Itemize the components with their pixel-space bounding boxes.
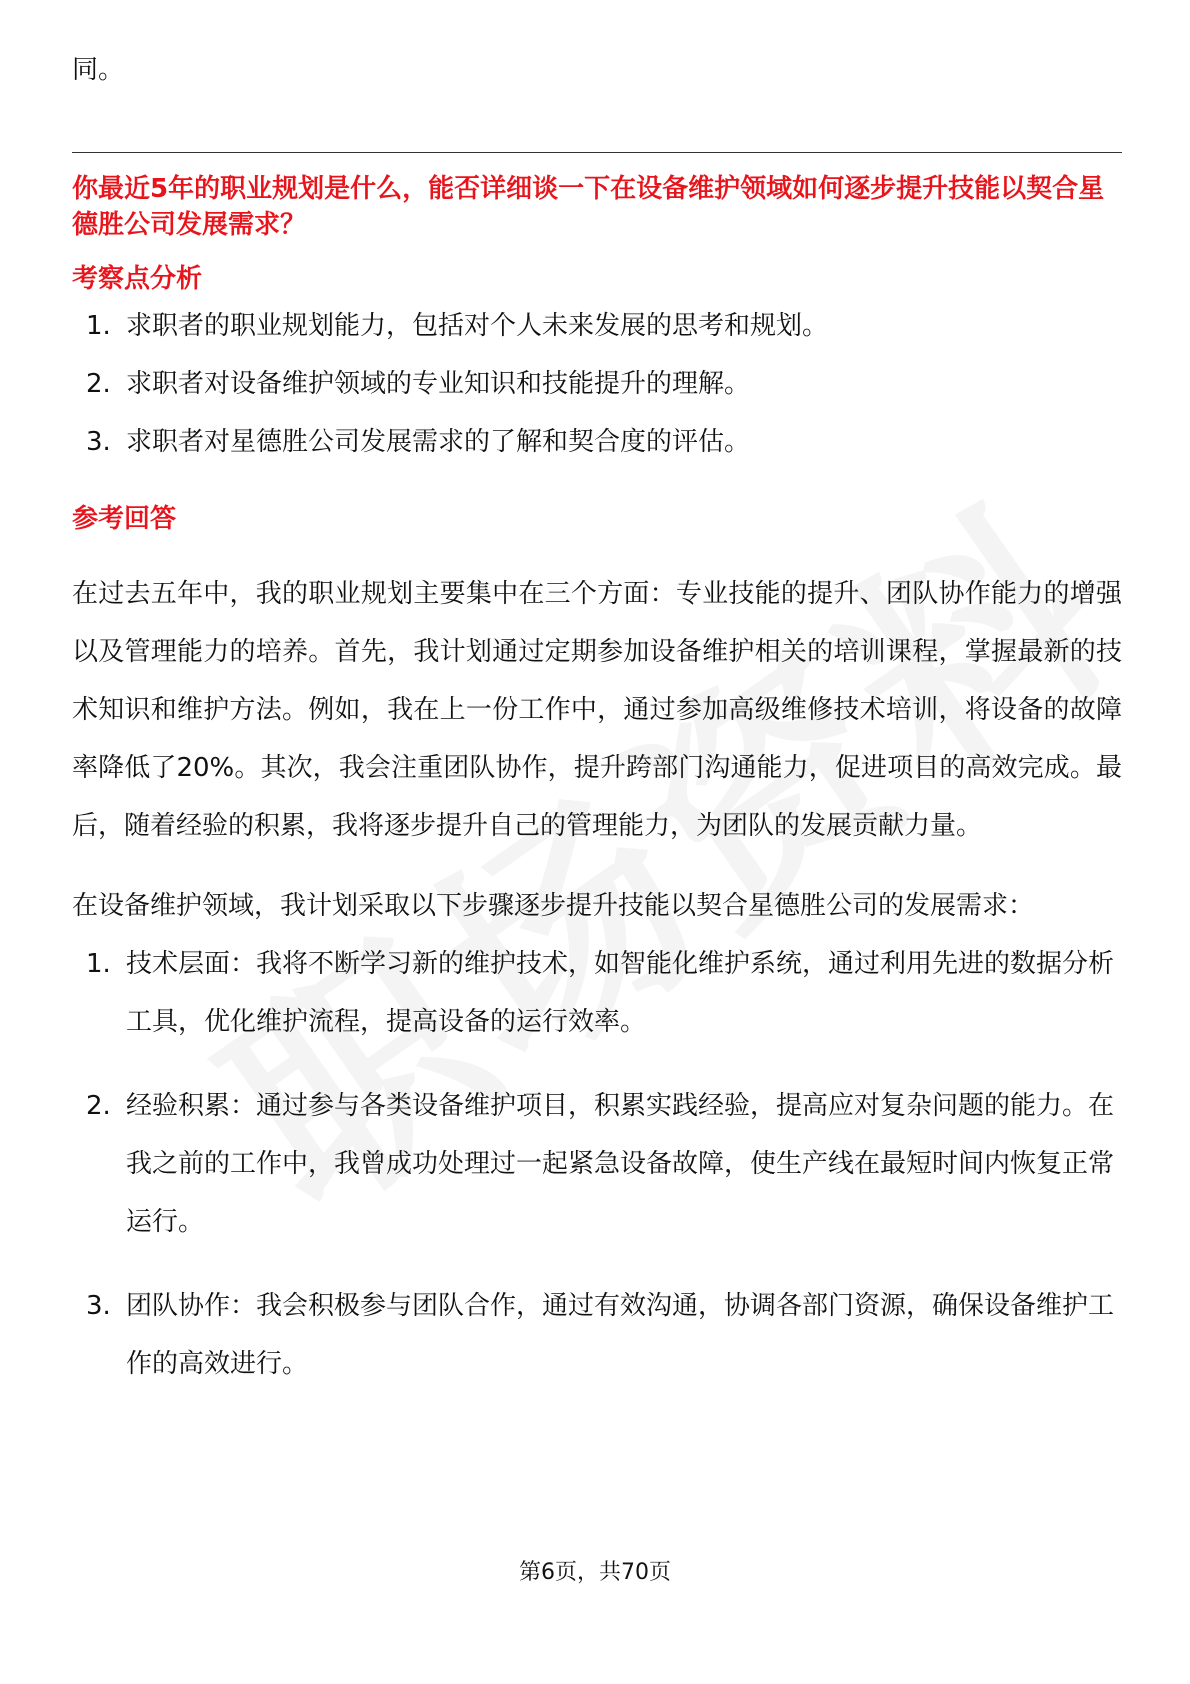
analysis-list (72, 297, 1122, 471)
list-item-text: 求职者的职业规划能力，包括对个人未来发展的思考和规划。 (126, 311, 829, 341)
list-item-number: 1. (86, 311, 111, 341)
list-item-number: 3. (86, 1291, 111, 1321)
answer-paragraph: 在过去五年中，我的职业规划主要集中在三个方面：专业技能的提升、团队协作能力的增强以及管理能力的培养。首先，我计划通过定期参加设备维护相关的培训课程，掌握最新的技术知识和维护方法。例如，我在上一份工作中，通过参加高级维修技术培训，将设备的故障率降低了20%。其次，我会注重团队协作，提升跨部门沟通能力，促进项目的高效完成。最后，随着经验的积累，我将逐步提升自己的管理能力，为团队的发展贡献力量。 (72, 579, 1122, 841)
analysis-title: 考察点分析 (72, 264, 203, 294)
list-item-number: 2. (86, 1091, 111, 1121)
list-item-text: 求职者对设备维护领域的专业知识和技能提升的理解。 (126, 369, 751, 399)
answer-paragraph: 在设备维护领域，我计划采取以下步骤逐步提升技能以契合星德胜公司的发展需求： (72, 891, 1035, 921)
list-item (72, 1277, 1122, 1393)
section-divider (72, 152, 1122, 153)
page-number: 第6页，共70页 (519, 1560, 671, 1585)
list-item (72, 1077, 1122, 1251)
list-item-number: 2. (86, 369, 111, 399)
list-item (72, 297, 1122, 355)
list-item (72, 355, 1122, 413)
reference-title: 参考回答 (72, 504, 177, 534)
list-item-text: 经验积累：通过参与各类设备维护项目，积累实践经验，提高应对复杂问题的能力。在我之前的工作中，我曾成功处理过一起紧急设备故障，使生产线在最短时间内恢复正常运行。 (126, 1091, 1115, 1237)
list-item (72, 413, 1122, 471)
page-content (72, 50, 1122, 1419)
list-item-number: 3. (86, 427, 111, 457)
list-item (72, 935, 1122, 1051)
lead-text: 同。 (72, 55, 125, 85)
list-item-text: 团队协作：我会积极参与团队合作，通过有效沟通，协调各部门资源，确保设备维护工作的高效进行。 (126, 1291, 1115, 1379)
list-item-text: 技术层面：我将不断学习新的维护技术，如智能化维护系统，通过利用先进的数据分析工具，优化维护流程，提高设备的运行效率。 (126, 949, 1115, 1037)
list-item-text: 求职者对星德胜公司发展需求的了解和契合度的评估。 (126, 427, 751, 457)
list-item-number: 1. (86, 949, 111, 979)
question-heading: 你最近5年的职业规划是什么，能否详细谈一下在设备维护领域如何逐步提升技能以契合星德胜公司发展需求？ (72, 174, 1105, 240)
answer-steps-list (72, 935, 1122, 1393)
